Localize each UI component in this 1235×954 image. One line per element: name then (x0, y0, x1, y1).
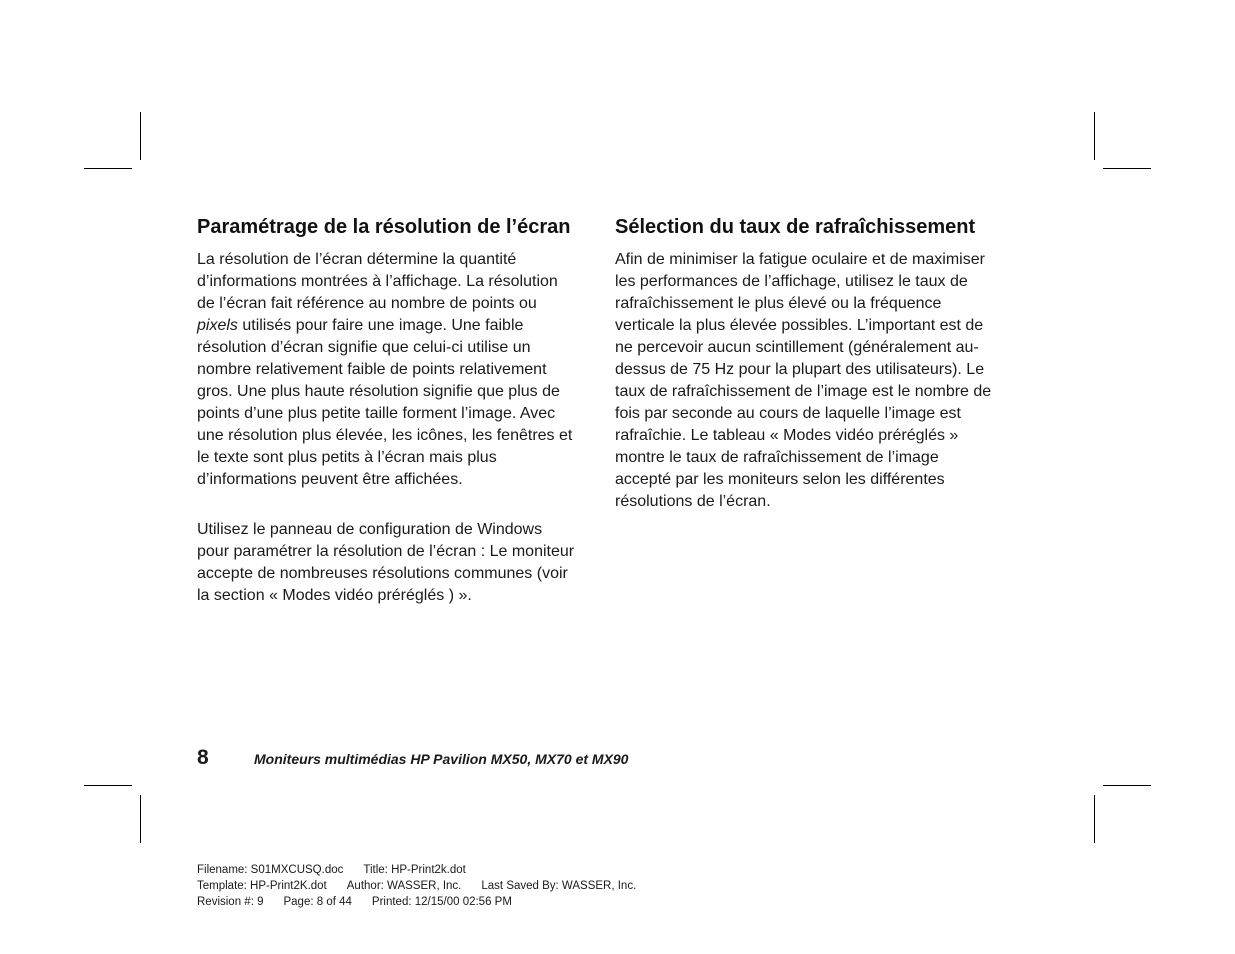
crop-mark-bottom-right-vertical (1094, 795, 1095, 843)
metadata-filename: Filename: S01MXCUSQ.doc (197, 864, 344, 876)
resolution-paragraph-1-end: utilisés pour faire une image. Une faible résolution d’écran signifie que celui-ci utilise un nombre relativement faible de points relativement gros. Une plus haute résolution signifie que plus de points d’une plus petite taille forment l’image. Avec une résolution plus élevée, les icônes, les fenêtres et le texte sont plus petits à l’écran mais plus d’informations peuvent être affichées. (197, 317, 573, 488)
crop-mark-top-left-horizontal (84, 168, 132, 169)
left-column (197, 216, 575, 607)
refresh-rate-heading: Sélection du taux de rafraîchissement (615, 216, 976, 238)
crop-mark-bottom-left-horizontal (84, 785, 132, 786)
metadata-last-saved: Last Saved By: WASSER, Inc. (481, 880, 637, 892)
resolution-paragraph-1-start: La résolution de l’écran détermine la quantité d’informations montrées à l’affichage. La résolution de l’écran fait référence au nombre de points ou (197, 251, 558, 312)
metadata-row-2 (197, 878, 636, 894)
metadata-revision: Revision #: 9 (197, 896, 264, 908)
resolution-heading: Paramétrage de la résolution de l’écran (197, 216, 571, 238)
page-number: 8 (197, 746, 209, 769)
refresh-rate-paragraph: Afin de minimiser la fatigue oculaire et de maximiser les performances de l’affichage, utilisez le taux de rafraîchissement le plus élevé ou la fréquence verticale la plus élevée possibles. L’important est de ne percevoir aucun scintillement (généralement au-dessus de 75 Hz pour la plupart des utilisateurs). Le taux de rafraîchissement de l’image est le nombre de fois par seconde au cours de laquelle l’image est rafraîchie. Le tableau « Modes vidéo préréglés » montre le taux de rafraîchissement de l’image accepté par les moniteurs selon les différentes résolutions de l’écran. (615, 251, 992, 510)
resolution-paragraph-1 (197, 249, 575, 491)
metadata-template: Template: HP-Print2K.dot (197, 880, 327, 892)
right-column (615, 216, 993, 513)
crop-mark-top-left-vertical (140, 112, 141, 160)
resolution-paragraph-2: Utilisez le panneau de configuration de Windows pour paramétrer la résolution de l’écran : Le moniteur accepte de nombreuses résolutions communes (voir la section « Modes vidéo préréglés ) ». (197, 521, 575, 604)
running-footer-title: Moniteurs multimédias HP Pavilion MX50, MX70 et MX90 (254, 751, 629, 767)
metadata-title: Title: HP-Print2k.dot (363, 864, 466, 876)
metadata-author: Author: WASSER, Inc. (346, 880, 462, 892)
metadata-printed: Printed: 12/15/00 02:56 PM (371, 896, 512, 908)
metadata-row-3 (197, 894, 636, 910)
crop-mark-top-right-vertical (1094, 112, 1095, 160)
document-metadata (197, 862, 636, 910)
crop-mark-bottom-left-vertical (140, 795, 141, 843)
metadata-row-1 (197, 862, 636, 878)
crop-mark-top-right-horizontal (1103, 168, 1151, 169)
pixels-emphasis: pixels (197, 317, 238, 334)
metadata-page: Page: 8 of 44 (283, 896, 352, 908)
crop-mark-bottom-right-horizontal (1103, 785, 1151, 786)
